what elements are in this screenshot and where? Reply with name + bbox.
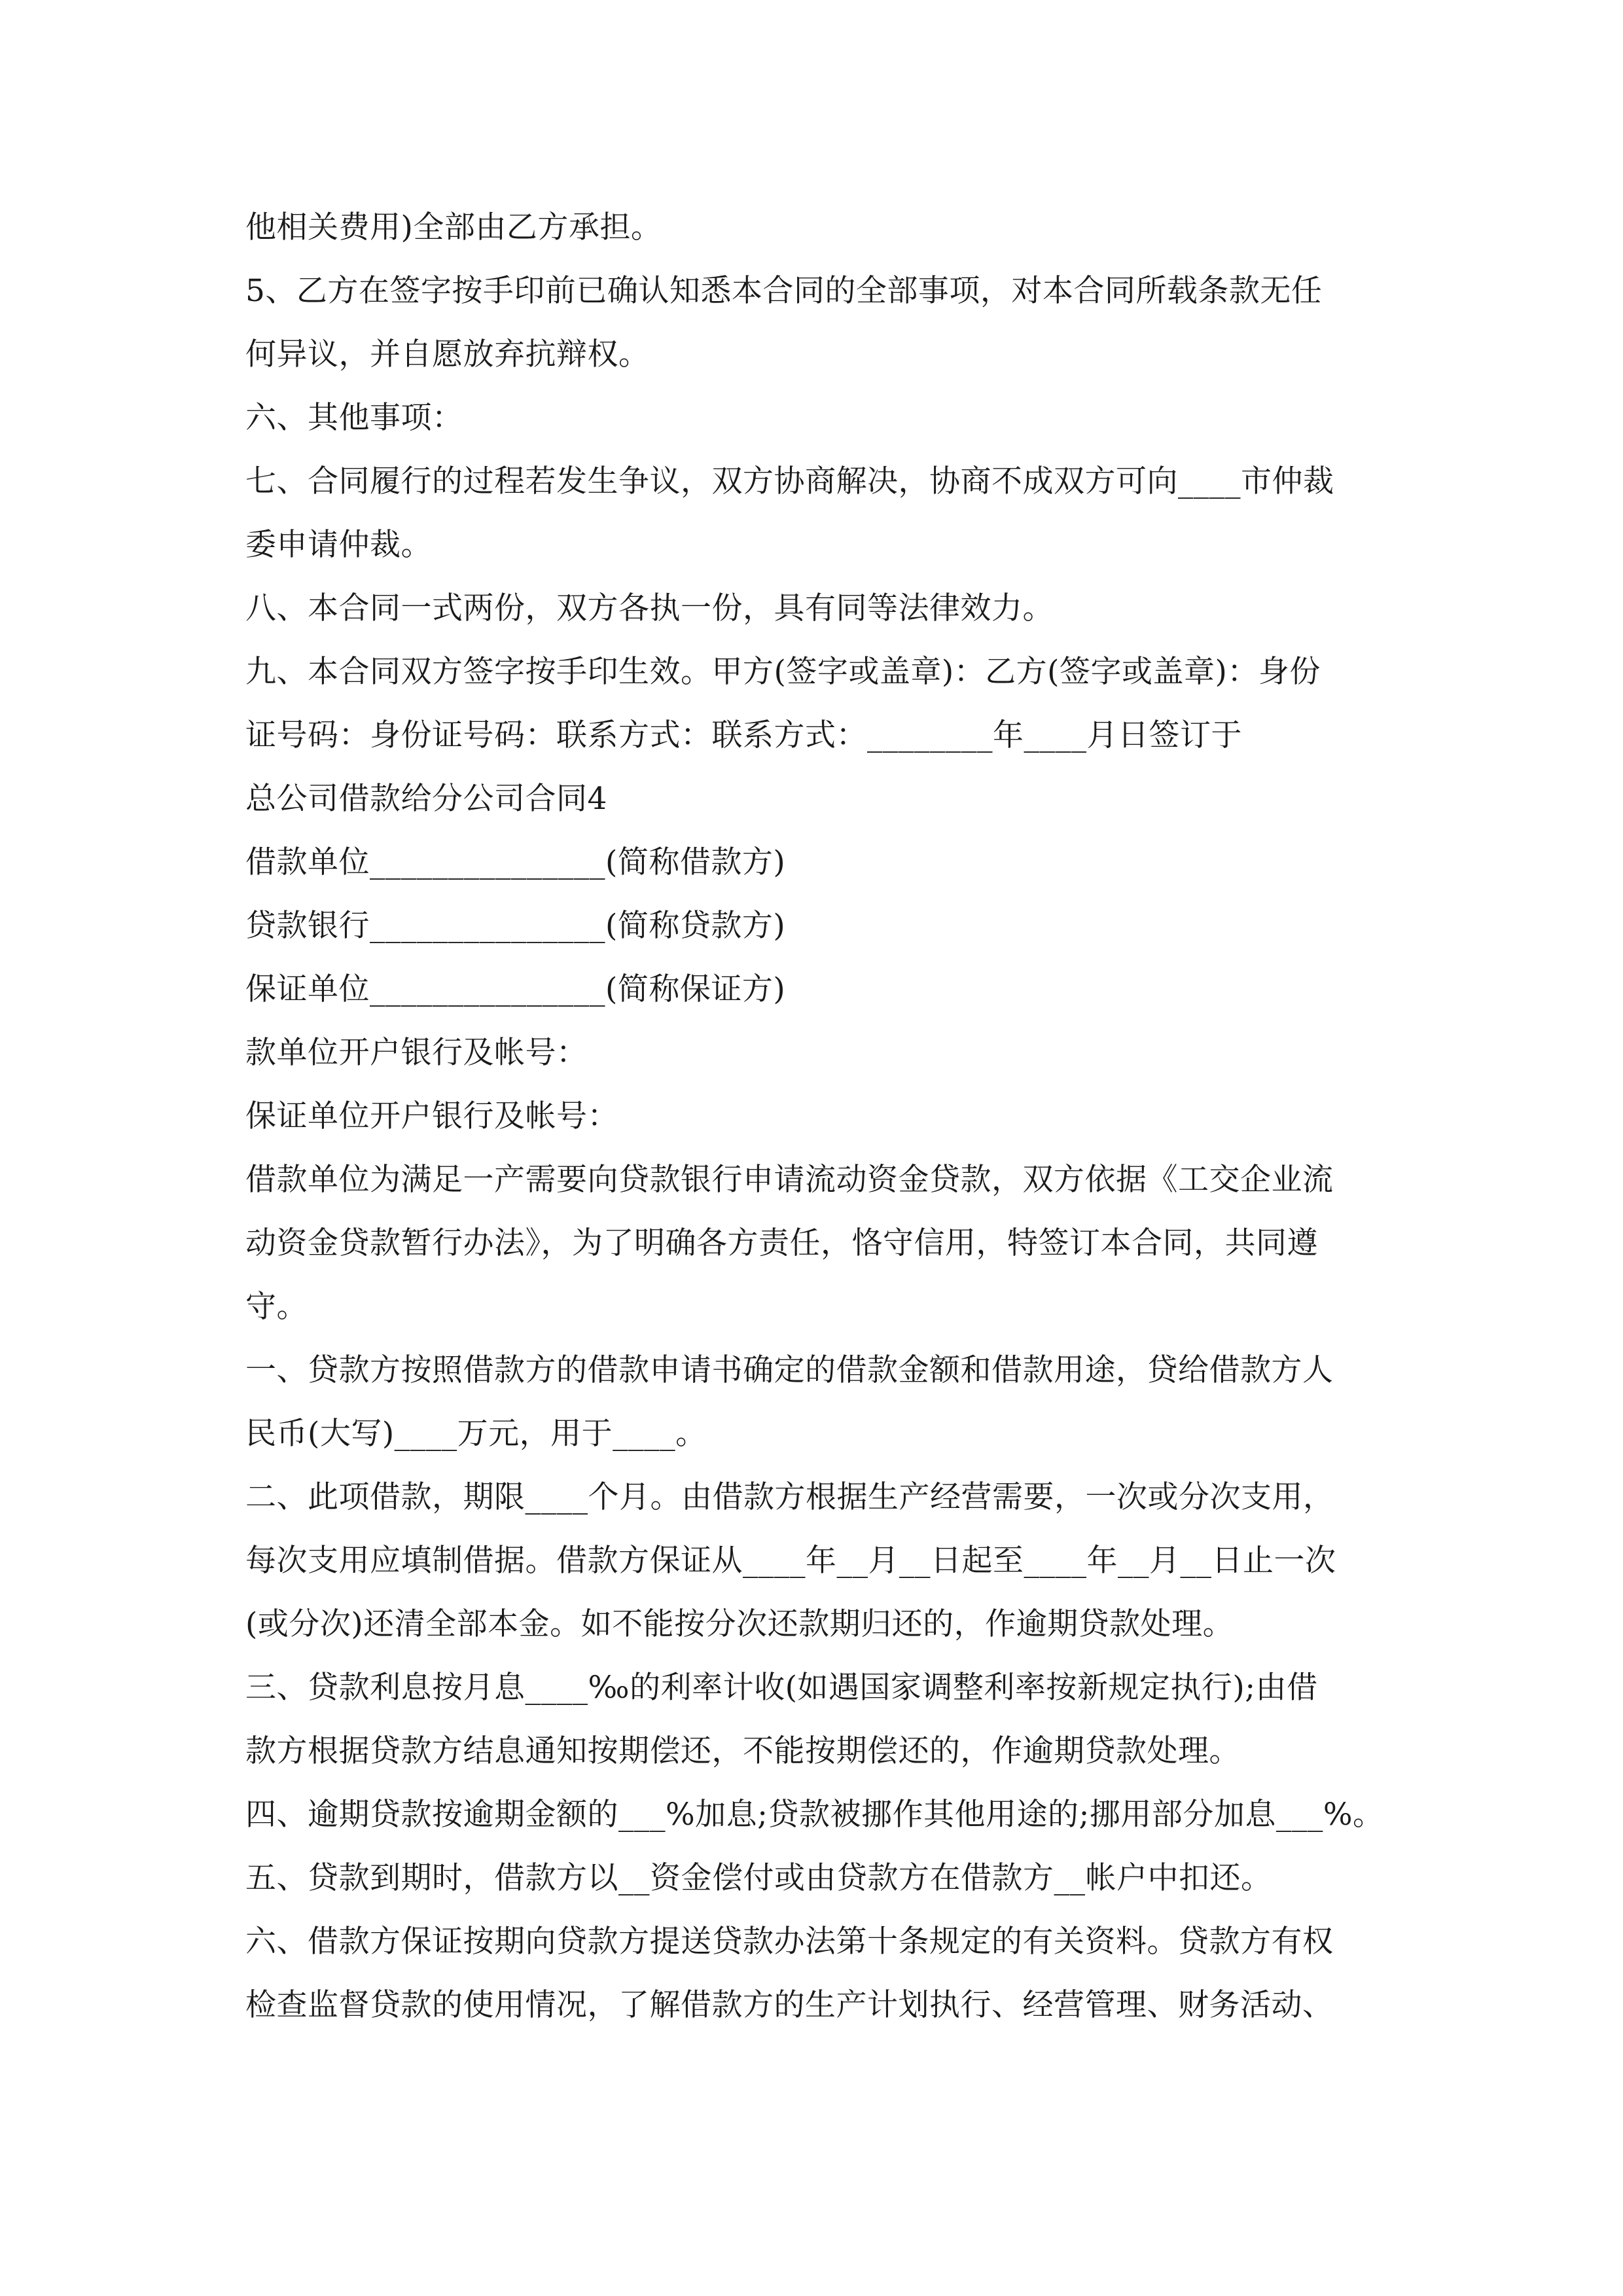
text-line: 一、贷款方按照借款方的借款申请书确定的借款金额和借款用途，贷给借款方人 [245, 1352, 1334, 1388]
text-line: 四、逾期贷款按逾期金额的___%加息;贷款被挪作其他用途的;挪用部分加息___%。 [245, 1797, 1384, 1833]
text-line: 保证单位开户银行及帐号： [245, 1098, 618, 1134]
text-line: 守。 [245, 1289, 308, 1325]
text-line: 借款单位为满足一产需要向贷款银行申请流动资金贷款，双方依据《工交企业流 [245, 1162, 1334, 1198]
text-line: 证号码：身份证号码：联系方式：联系方式：________年____月日签订于 [245, 717, 1242, 753]
text-line: 民币(大写)____万元，用于____。 [245, 1416, 707, 1452]
text-line: 5、乙方在签字按手印前已确认知悉本合同的全部事项，对本合同所载条款无任 [245, 273, 1323, 309]
text-line: 何异议，并自愿放弃抗辩权。 [245, 336, 650, 372]
text-line: 委申请仲裁。 [245, 527, 432, 563]
text-line: 保证单位_______________(简称保证方) [245, 971, 786, 1007]
text-line: 借款单位_______________(简称借款方) [245, 844, 786, 880]
text-line: 每次支用应填制借据。借款方保证从____年__月__日起至____年__月__日止一次 [245, 1543, 1336, 1579]
text-line: 贷款银行_______________(简称贷款方) [245, 908, 786, 944]
text-line: 款方根据贷款方结息通知按期偿还，不能按期偿还的，作逾期贷款处理。 [245, 1733, 1240, 1769]
text-line: 八、本合同一式两份，双方各执一份，具有同等法律效力。 [245, 590, 1054, 626]
text-line: 六、借款方保证按期向贷款方提送贷款办法第十条规定的有关资料。贷款方有权 [245, 1924, 1334, 1960]
text-line: 检查监督贷款的使用情况，了解借款方的生产计划执行、经营管理、财务活动、 [245, 1987, 1334, 2023]
text-line: 款单位开户银行及帐号： [245, 1035, 588, 1071]
text-line: 他相关费用)全部由乙方承担。 [245, 209, 662, 245]
text-line: 三、贷款利息按月息____‰的利率计收(如遇国家调整利率按新规定执行);由借 [245, 1670, 1318, 1706]
text-line: 二、此项借款，期限____个月。由借款方根据生产经营需要，一次或分次支用， [245, 1479, 1334, 1515]
text-line: 动资金贷款暂行办法》，为了明确各方责任，恪守信用，特签订本合同，共同遵 [245, 1225, 1318, 1261]
text-line: 五、贷款到期时，借款方以__资金偿付或由贷款方在借款方__帐户中扣还。 [245, 1860, 1272, 1896]
text-line: 六、其他事项： [245, 400, 463, 436]
text-line: 九、本合同双方签字按手印生效。甲方(签字或盖章)：乙方(签字或盖章)：身份 [245, 654, 1321, 690]
text-line: (或分次)还清全部本金。如不能按分次还款期归还的，作逾期贷款处理。 [245, 1606, 1234, 1642]
text-line: 七、合同履行的过程若发生争议，双方协商解决，协商不成双方可向____市仲裁 [245, 463, 1334, 499]
section-title: 总公司借款给分公司合同4 [245, 781, 607, 817]
